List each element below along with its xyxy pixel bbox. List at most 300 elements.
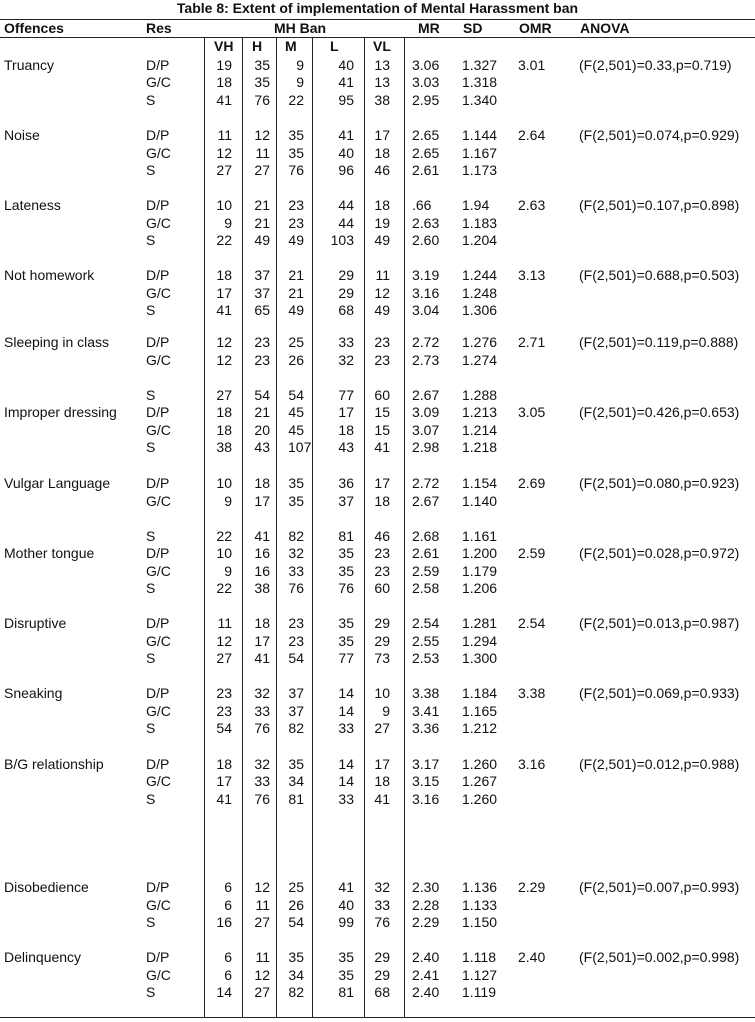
- data-cell: 37: [254, 285, 270, 301]
- data-cell: 18: [254, 615, 270, 631]
- offence-label: Mother tongue: [4, 545, 95, 561]
- data-cell: 27: [254, 984, 270, 1000]
- data-cell: 1.318: [462, 74, 498, 90]
- data-cell: 99: [338, 914, 354, 930]
- data-cell: 23: [374, 545, 390, 561]
- respondent-label: S: [146, 914, 156, 930]
- data-cell: 1.184: [462, 685, 498, 701]
- data-cell: 1.214: [462, 422, 498, 438]
- data-cell: 29: [374, 615, 390, 631]
- data-cell: 54: [288, 914, 304, 930]
- respondent-label: G/C: [146, 493, 171, 509]
- omr-value: 3.05: [518, 404, 546, 420]
- data-cell: 26: [288, 352, 304, 368]
- data-cell: 23: [374, 563, 390, 579]
- respondent-label: D/P: [146, 127, 170, 143]
- table-title: Table 8: Extent of implementation of Mental Harassment ban: [176, 0, 579, 16]
- data-cell: 2.59: [412, 563, 440, 579]
- data-cell: 33: [288, 563, 304, 579]
- data-cell: 76: [288, 580, 304, 596]
- data-cell: 3.16: [412, 285, 440, 301]
- data-cell: 38: [374, 92, 390, 108]
- respondent-label: D/P: [146, 949, 170, 965]
- data-cell: 12: [254, 967, 270, 983]
- data-cell: 81: [338, 984, 354, 1000]
- data-cell: 22: [288, 92, 304, 108]
- data-cell: 3.41: [412, 703, 440, 719]
- data-cell: 35: [338, 563, 354, 579]
- respondent-label: D/P: [146, 756, 170, 772]
- data-cell: 25: [288, 879, 304, 895]
- respondent-label: D/P: [146, 334, 170, 350]
- data-cell: 1.248: [462, 285, 498, 301]
- data-cell: 27: [254, 162, 270, 178]
- offence-label: Delinquency: [4, 949, 82, 965]
- column-rule: [404, 37, 405, 1017]
- data-cell: 73: [374, 650, 390, 666]
- data-cell: 3.19: [412, 267, 440, 283]
- data-cell: 45: [288, 422, 304, 438]
- data-cell: 25: [288, 334, 304, 350]
- data-cell: 41: [254, 650, 270, 666]
- data-cell: 2.55: [412, 633, 440, 649]
- data-cell: 36: [338, 475, 354, 491]
- anova-value: (F(2,501)=0.069,p=0.933): [579, 685, 740, 701]
- data-cell: 17: [374, 756, 390, 772]
- data-cell: 2.67: [412, 387, 440, 403]
- respondent-label: G/C: [146, 422, 171, 438]
- data-cell: 1.167: [462, 145, 498, 161]
- data-cell: 2.54: [412, 615, 440, 631]
- data-cell: 76: [254, 720, 270, 736]
- data-cell: 1.300: [462, 650, 498, 666]
- data-cell: 35: [338, 545, 354, 561]
- data-cell: 23: [216, 685, 232, 701]
- data-cell: 1.154: [462, 475, 498, 491]
- data-cell: 32: [338, 352, 354, 368]
- data-cell: 41: [338, 127, 354, 143]
- respondent-label: G/C: [146, 74, 171, 90]
- data-cell: 35: [254, 74, 270, 90]
- respondent-label: G/C: [146, 897, 171, 913]
- data-cell: 15: [374, 422, 390, 438]
- data-cell: 9: [224, 493, 232, 509]
- data-cell: 21: [254, 215, 270, 231]
- data-cell: 32: [254, 685, 270, 701]
- omr-value: 2.63: [518, 197, 546, 213]
- data-cell: 35: [288, 127, 304, 143]
- data-cell: 16: [216, 914, 232, 930]
- data-cell: 27: [374, 720, 390, 736]
- header-l: L: [330, 38, 339, 54]
- data-cell: 33: [254, 773, 270, 789]
- data-cell: 41: [216, 302, 232, 318]
- data-cell: .66: [412, 197, 432, 213]
- anova-value: (F(2,501)=0.080,p=0.923): [579, 475, 740, 491]
- data-cell: 23: [374, 334, 390, 350]
- anova-value: (F(2,501)=0.688,p=0.503): [579, 267, 740, 283]
- anova-value: (F(2,501)=0.107,p=0.898): [579, 197, 740, 213]
- data-cell: 11: [375, 267, 390, 283]
- omr-value: 2.29: [518, 879, 546, 895]
- respondent-label: G/C: [146, 967, 171, 983]
- data-cell: 68: [374, 984, 390, 1000]
- respondent-label: S: [146, 528, 156, 544]
- data-cell: 2.73: [412, 352, 440, 368]
- offence-label: Truancy: [4, 57, 55, 73]
- offence-label: Sleeping in class: [4, 334, 110, 350]
- data-cell: 26: [288, 897, 304, 913]
- data-cell: 23: [216, 703, 232, 719]
- data-cell: 21: [254, 404, 270, 420]
- column-rule: [204, 37, 205, 1017]
- data-cell: 3.16: [412, 791, 440, 807]
- data-cell: 2.72: [412, 334, 440, 350]
- data-cell: 33: [254, 703, 270, 719]
- offence-label: Improper dressing: [4, 404, 117, 420]
- data-cell: 1.165: [462, 703, 498, 719]
- data-cell: 1.200: [462, 545, 498, 561]
- omr-value: 3.16: [518, 756, 546, 772]
- data-cell: 1.173: [462, 162, 498, 178]
- data-cell: 103: [330, 232, 354, 248]
- data-cell: 34: [288, 773, 304, 789]
- data-cell: 1.144: [462, 127, 498, 143]
- data-cell: 22: [216, 528, 232, 544]
- data-cell: 22: [216, 232, 232, 248]
- data-cell: 35: [338, 967, 354, 983]
- respondent-label: D/P: [146, 685, 170, 701]
- data-cell: 1.260: [462, 791, 498, 807]
- data-cell: 27: [216, 162, 232, 178]
- respondent-label: D/P: [146, 197, 170, 213]
- data-cell: 60: [374, 387, 390, 403]
- data-cell: 37: [288, 685, 304, 701]
- data-cell: 41: [216, 92, 232, 108]
- data-cell: 23: [254, 352, 270, 368]
- header-h: H: [252, 38, 263, 54]
- header-omr: OMR: [519, 20, 552, 36]
- omr-value: 3.38: [518, 685, 546, 701]
- data-cell: 82: [288, 720, 304, 736]
- data-cell: 6: [224, 949, 232, 965]
- data-cell: 33: [374, 897, 390, 913]
- data-cell: 19: [216, 57, 232, 73]
- data-cell: 2.95: [412, 92, 440, 108]
- data-cell: 23: [254, 334, 270, 350]
- data-cell: 41: [216, 791, 232, 807]
- data-cell: 23: [288, 615, 304, 631]
- data-cell: 23: [288, 633, 304, 649]
- data-cell: 1.267: [462, 773, 498, 789]
- respondent-label: G/C: [146, 633, 171, 649]
- respondent-label: S: [146, 984, 156, 1000]
- anova-value: (F(2,501)=0.028,p=0.972): [579, 545, 740, 561]
- data-cell: 18: [374, 197, 390, 213]
- data-cell: 14: [216, 984, 232, 1000]
- data-cell: 10: [374, 685, 390, 701]
- data-cell: 77: [338, 650, 354, 666]
- data-cell: 1.133: [462, 897, 498, 913]
- data-cell: 1.274: [462, 352, 498, 368]
- data-cell: 41: [374, 791, 390, 807]
- anova-value: (F(2,501)=0.119,p=0.888): [579, 334, 739, 350]
- data-cell: 2.61: [412, 162, 440, 178]
- data-cell: 23: [374, 352, 390, 368]
- data-cell: 2.65: [412, 145, 440, 161]
- data-cell: 1.179: [462, 563, 498, 579]
- header-m: M: [285, 38, 297, 54]
- data-cell: 49: [288, 302, 304, 318]
- respondent-label: D/P: [146, 545, 170, 561]
- anova-value: (F(2,501)=0.074,p=0.929): [579, 127, 740, 143]
- data-cell: 17: [216, 773, 232, 789]
- data-cell: 2.61: [412, 545, 440, 561]
- data-cell: 3.07: [412, 422, 440, 438]
- data-cell: 27: [254, 914, 270, 930]
- header-sd: SD: [463, 20, 483, 36]
- data-cell: 10: [216, 197, 232, 213]
- data-cell: 76: [288, 162, 304, 178]
- data-cell: 1.327: [462, 57, 498, 73]
- data-cell: 3.36: [412, 720, 440, 736]
- data-cell: 13: [374, 74, 390, 90]
- data-cell: 40: [338, 897, 354, 913]
- header-top-rule: [0, 19, 755, 20]
- data-cell: 10: [216, 545, 232, 561]
- data-cell: 17: [216, 285, 232, 301]
- data-cell: 35: [288, 493, 304, 509]
- offence-label: Vulgar Language: [4, 475, 111, 491]
- data-cell: 54: [254, 387, 270, 403]
- data-cell: 35: [288, 949, 304, 965]
- header-mr: MR: [418, 20, 440, 36]
- data-cell: 18: [216, 404, 232, 420]
- data-cell: 21: [288, 267, 304, 283]
- offence-label: Noise: [4, 127, 40, 143]
- respondent-label: G/C: [146, 145, 171, 161]
- data-cell: 1.294: [462, 633, 498, 649]
- data-cell: 96: [338, 162, 354, 178]
- offence-label: B/G relationship: [4, 756, 104, 772]
- data-cell: 17: [254, 493, 270, 509]
- data-cell: 1.119: [462, 984, 496, 1000]
- data-cell: 17: [374, 127, 390, 143]
- data-cell: 41: [254, 528, 270, 544]
- data-cell: 76: [254, 791, 270, 807]
- anova-value: (F(2,501)=0.013,p=0.987): [579, 615, 740, 631]
- omr-value: 2.64: [518, 127, 546, 143]
- data-cell: 17: [374, 475, 390, 491]
- data-cell: 35: [288, 475, 304, 491]
- respondent-label: D/P: [146, 404, 170, 420]
- respondent-label: D/P: [146, 879, 170, 895]
- data-cell: 11: [217, 127, 232, 143]
- header-vh: VH: [214, 38, 234, 54]
- data-cell: 32: [288, 545, 304, 561]
- data-cell: 2.65: [412, 127, 440, 143]
- offence-label: Not homework: [4, 267, 95, 283]
- data-cell: 12: [216, 352, 232, 368]
- respondent-label: S: [146, 439, 156, 455]
- data-cell: 1.218: [462, 439, 498, 455]
- data-cell: 34: [288, 967, 304, 983]
- respondent-label: S: [146, 650, 156, 666]
- data-cell: 35: [254, 57, 270, 73]
- column-rule: [276, 37, 277, 1017]
- table-bottom-rule: [0, 1017, 755, 1018]
- data-cell: 49: [288, 232, 304, 248]
- data-cell: 12: [216, 633, 232, 649]
- data-cell: 29: [338, 285, 354, 301]
- data-cell: 32: [254, 756, 270, 772]
- data-cell: 29: [374, 967, 390, 983]
- omr-value: 3.13: [518, 267, 546, 283]
- data-cell: 18: [254, 475, 270, 491]
- data-cell: 1.288: [462, 387, 498, 403]
- respondent-label: S: [146, 387, 156, 403]
- respondent-label: S: [146, 580, 156, 596]
- data-cell: 6: [224, 897, 232, 913]
- data-cell: 2.72: [412, 475, 440, 491]
- data-cell: 3.17: [412, 756, 440, 772]
- data-cell: 2.29: [412, 914, 440, 930]
- data-cell: 2.53: [412, 650, 440, 666]
- data-cell: 41: [338, 879, 354, 895]
- column-rule: [242, 37, 243, 1017]
- data-cell: 1.183: [462, 215, 498, 231]
- data-cell: 27: [216, 650, 232, 666]
- data-cell: 1.281: [462, 615, 498, 631]
- data-cell: 35: [288, 145, 304, 161]
- data-cell: 81: [338, 528, 354, 544]
- data-cell: 23: [288, 215, 304, 231]
- data-cell: 1.206: [462, 580, 498, 596]
- respondent-label: S: [146, 92, 156, 108]
- data-cell: 37: [338, 493, 354, 509]
- data-cell: 1.260: [462, 756, 498, 772]
- data-cell: 33: [338, 720, 354, 736]
- data-cell: 82: [288, 528, 304, 544]
- data-cell: 49: [374, 302, 390, 318]
- data-cell: 29: [374, 949, 390, 965]
- omr-value: 2.71: [518, 334, 546, 350]
- data-cell: 95: [338, 92, 354, 108]
- data-cell: 2.28: [412, 897, 440, 913]
- data-cell: 12: [216, 334, 232, 350]
- data-cell: 6: [224, 967, 232, 983]
- data-cell: 38: [254, 580, 270, 596]
- data-cell: 23: [288, 197, 304, 213]
- data-cell: 1.94: [462, 197, 490, 213]
- column-rule: [364, 37, 365, 1017]
- data-cell: 3.15: [412, 773, 440, 789]
- data-cell: 2.40: [412, 949, 440, 965]
- data-cell: 22: [216, 580, 232, 596]
- data-cell: 14: [338, 685, 354, 701]
- data-cell: 44: [338, 215, 354, 231]
- data-cell: 107: [288, 439, 312, 455]
- respondent-label: S: [146, 720, 156, 736]
- data-cell: 1.140: [462, 493, 498, 509]
- data-cell: 14: [338, 703, 354, 719]
- data-cell: 12: [216, 145, 232, 161]
- respondent-label: G/C: [146, 285, 171, 301]
- respondent-label: S: [146, 162, 156, 178]
- omr-value: 2.59: [518, 545, 546, 561]
- data-cell: 1.340: [462, 92, 498, 108]
- data-cell: 77: [338, 387, 354, 403]
- data-cell: 1.244: [462, 267, 498, 283]
- data-cell: 12: [254, 879, 270, 895]
- respondent-label: S: [146, 302, 156, 318]
- omr-value: 2.54: [518, 615, 546, 631]
- data-cell: 76: [254, 92, 270, 108]
- data-cell: 76: [374, 914, 390, 930]
- data-cell: 35: [338, 615, 354, 631]
- data-cell: 16: [254, 545, 270, 561]
- offence-label: Disobedience: [4, 879, 89, 895]
- omr-value: 3.01: [518, 57, 546, 73]
- data-cell: 35: [288, 756, 304, 772]
- data-cell: 2.68: [412, 528, 440, 544]
- data-cell: 35: [338, 949, 354, 965]
- respondent-label: G/C: [146, 563, 171, 579]
- data-cell: 37: [254, 267, 270, 283]
- data-cell: 11: [255, 949, 270, 965]
- data-cell: 10: [216, 475, 232, 491]
- data-cell: 35: [338, 633, 354, 649]
- respondent-label: D/P: [146, 267, 170, 283]
- data-cell: 18: [216, 267, 232, 283]
- data-cell: 21: [288, 285, 304, 301]
- anova-value: (F(2,501)=0.012,p=0.988): [579, 756, 740, 772]
- data-cell: 41: [374, 439, 390, 455]
- data-cell: 3.04: [412, 302, 440, 318]
- data-cell: 65: [254, 302, 270, 318]
- data-cell: 18: [216, 422, 232, 438]
- data-cell: 29: [374, 633, 390, 649]
- respondent-label: D/P: [146, 57, 170, 73]
- data-cell: 20: [254, 422, 270, 438]
- data-cell: 1.276: [462, 334, 498, 350]
- header-offences: Offences: [4, 20, 64, 36]
- data-cell: 2.30: [412, 879, 440, 895]
- data-cell: 32: [374, 879, 390, 895]
- data-cell: 1.136: [462, 879, 498, 895]
- data-cell: 54: [288, 650, 304, 666]
- respondent-label: S: [146, 791, 156, 807]
- data-cell: 9: [224, 215, 232, 231]
- header-vl: VL: [373, 38, 391, 54]
- data-cell: 18: [374, 145, 390, 161]
- data-cell: 11: [217, 615, 232, 631]
- data-cell: 33: [338, 334, 354, 350]
- omr-value: 2.69: [518, 475, 546, 491]
- data-cell: 12: [374, 285, 390, 301]
- data-cell: 21: [254, 197, 270, 213]
- data-cell: 9: [382, 703, 390, 719]
- respondent-label: G/C: [146, 703, 171, 719]
- data-cell: 54: [288, 387, 304, 403]
- data-cell: 3.06: [412, 57, 440, 73]
- anova-value: (F(2,501)=0.002,p=0.998): [579, 949, 740, 965]
- column-rule: [312, 37, 313, 1017]
- data-cell: 18: [374, 493, 390, 509]
- data-cell: 18: [374, 773, 390, 789]
- data-cell: 17: [338, 404, 354, 420]
- data-cell: 60: [374, 580, 390, 596]
